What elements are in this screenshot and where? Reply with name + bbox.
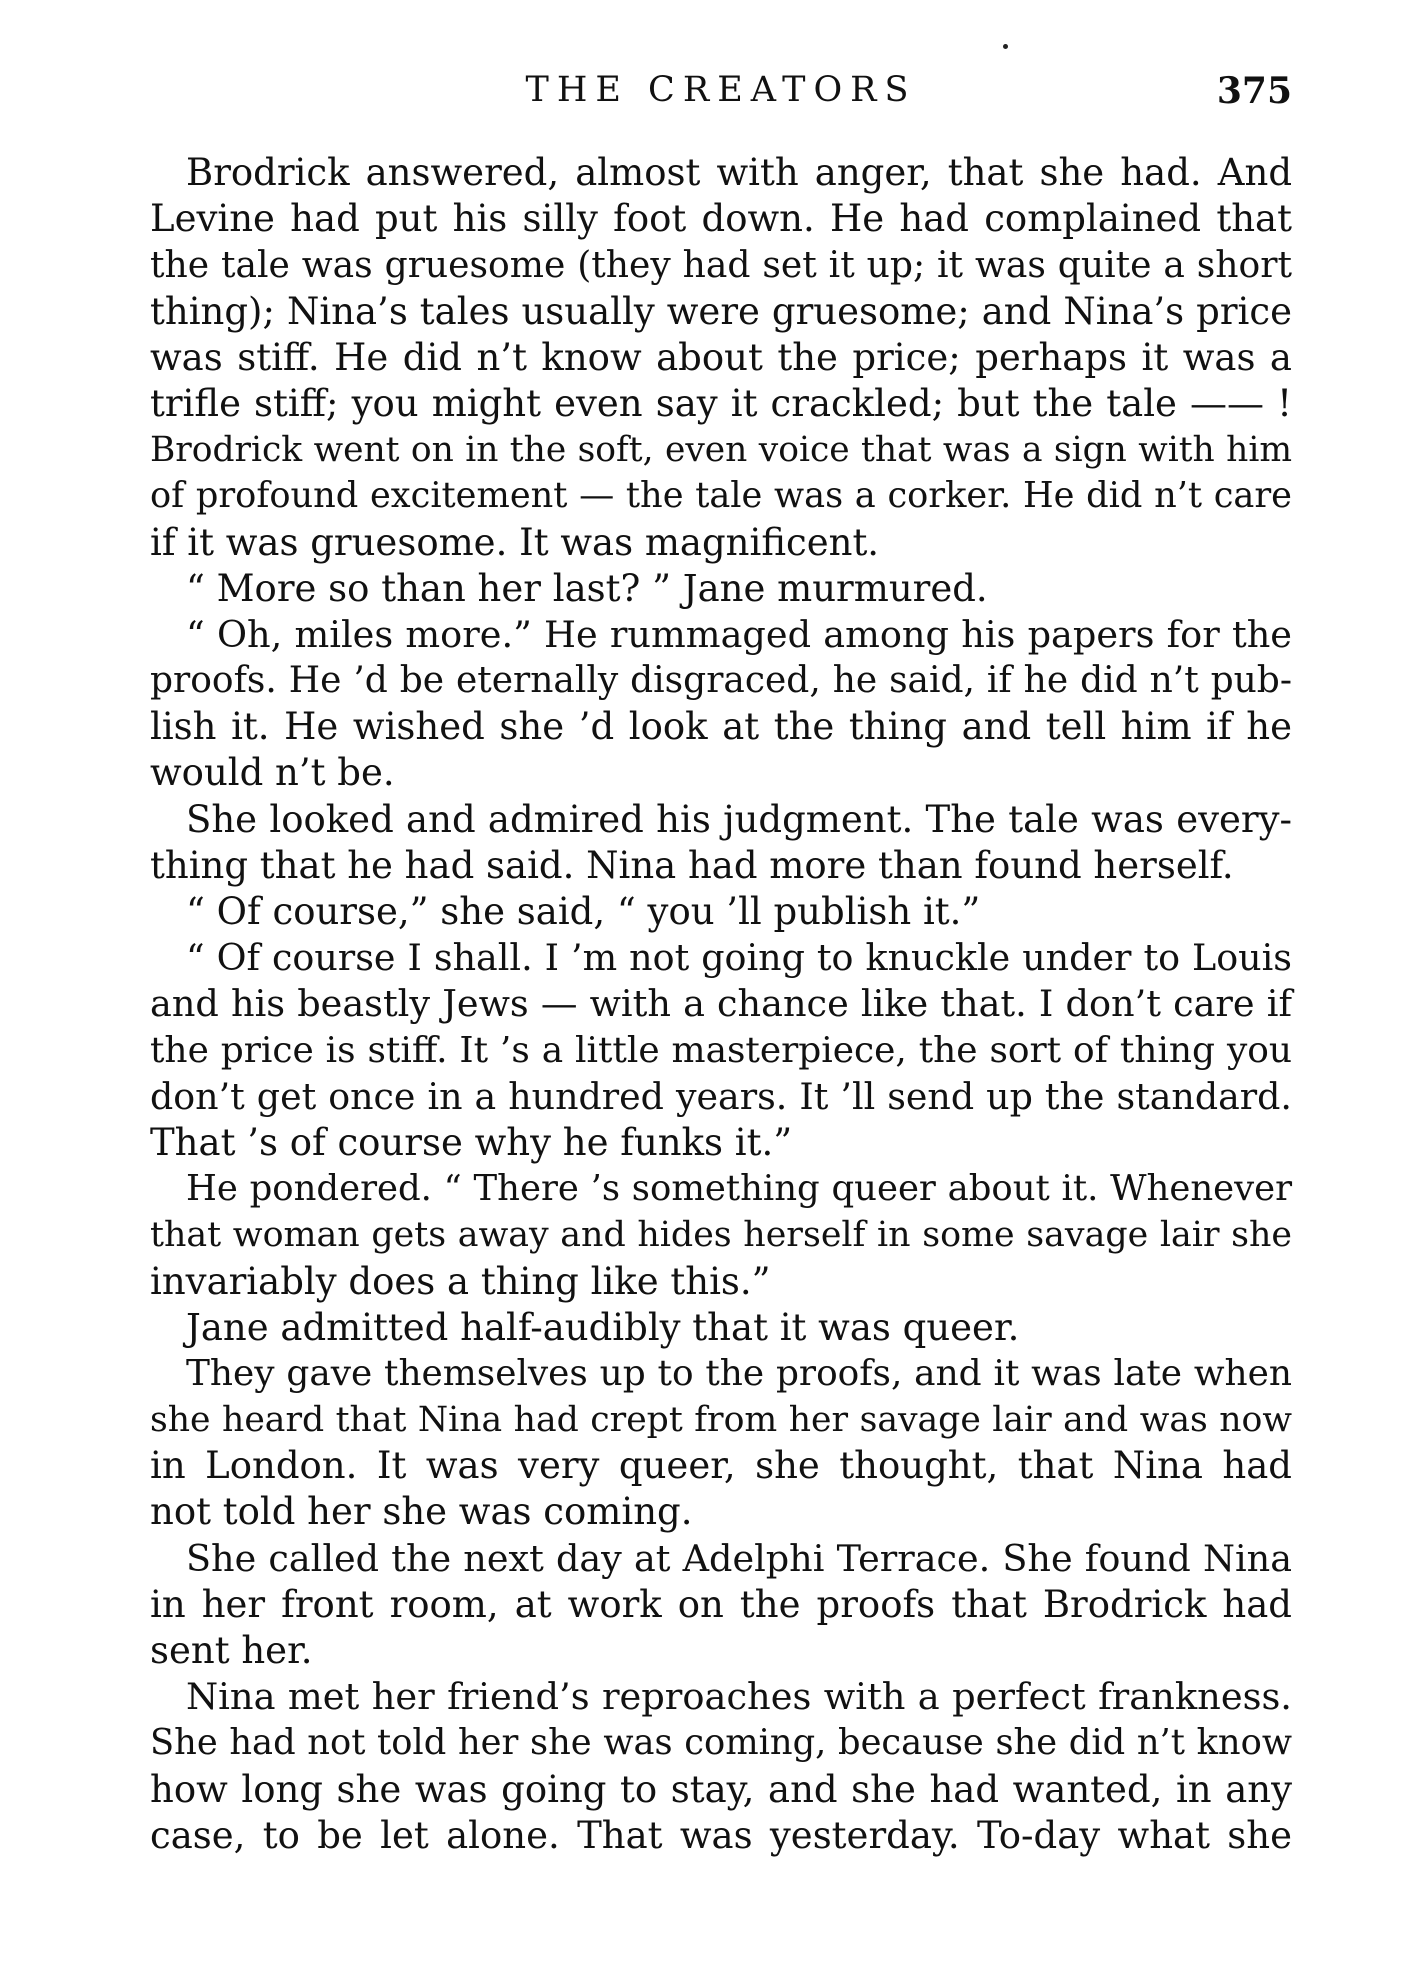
text-line: Brodrick went on in the soft, even voice that was a sign with him (150, 430, 1292, 471)
text-line: that woman gets away and hides herself in some savage lair she (150, 1215, 1292, 1256)
text-line: lish it. He wished she ’d look at the thing and tell him if he (150, 705, 1292, 749)
running-header (150, 70, 1292, 120)
text-line: He pondered. “ There ’s something queer about it. Whenever (186, 1168, 1292, 1210)
text-line: Jane admitted half-audibly that it was queer. (186, 1305, 1020, 1349)
text-line: in her front room, at work on the proofs that Brodrick had (150, 1582, 1292, 1626)
text-line: case, to be let alone. That was yesterday. To-day what she (150, 1813, 1292, 1857)
text-line: She had not told her she was coming, because she did n’t know (150, 1722, 1292, 1764)
text-line: Levine had put his silly foot down. He had complained that (150, 197, 1292, 241)
text-line: thing that he had said. Nina had more than found herself. (150, 843, 1234, 887)
text-line: of profound excitement — the tale was a corker. He did n’t care (150, 475, 1292, 517)
text-line: She looked and admired his judgment. The tale was every- (186, 797, 1292, 841)
text-line: not told her she was coming. (150, 1490, 693, 1534)
text-line: was stiff. He did n’t know about the price; perhaps it was a (150, 335, 1292, 379)
text-line: trifle stiff; you might even say it crackled; but the tale —— ! (150, 381, 1292, 425)
text-line: thing); Nina’s tales usually were gruesome; and Nina’s price (150, 289, 1292, 333)
ink-speck (1003, 44, 1008, 49)
running-title: THE CREATORS (525, 70, 917, 110)
page-number: 375 (1216, 70, 1292, 112)
text-line: invariably does a thing like this.” (150, 1259, 771, 1303)
text-line: she heard that Nina had crept from her savage lair and was now (150, 1400, 1292, 1441)
text-line: “ Oh, miles more.” He rummaged among his papers for the (186, 612, 1292, 656)
text-line: “ Of course I shall. I ’m not going to knuckle under to Louis (186, 936, 1292, 980)
text-line: They gave themselves up to the proofs, and it was late when (186, 1352, 1292, 1394)
text-line: the tale was gruesome (they had set it up; it was quite a short (150, 244, 1292, 287)
text-line: would n’t be. (150, 751, 395, 795)
text-line: She called the next day at Adelphi Terrace. She found Nina (186, 1536, 1292, 1580)
text-line: Brodrick answered, almost with anger, that she had. And (186, 151, 1292, 194)
text-line: “ More so than her last? ” Jane murmured. (186, 566, 988, 610)
text-line: proofs. He ’d be eternally disgraced, he said, if he did n’t pub- (150, 660, 1292, 702)
text-line: how long she was going to stay, and she had wanted, in any (150, 1767, 1292, 1811)
text-line: the price is stiff. It ’s a little masterpiece, the sort of thing you (150, 1029, 1292, 1071)
text-line: don’t get once in a hundred years. It ’ll send up the standard. (150, 1074, 1292, 1118)
text-line: That ’s of course why he funks it.” (150, 1120, 793, 1164)
text-line: if it was gruesome. It was magnificent. (150, 520, 880, 564)
text-line: Nina met her friend’s reproaches with a perfect frankness. (186, 1675, 1292, 1719)
text-line: in London. It was very queer, she thought, that Nina had (150, 1444, 1292, 1488)
body-text (150, 150, 1292, 1859)
text-line: and his beastly Jews — with a chance like that. I don’t care if (150, 982, 1292, 1026)
text-line: “ Of course,” she said, “ you ’ll publish it.” (186, 890, 981, 933)
text-line: sent her. (150, 1629, 313, 1672)
